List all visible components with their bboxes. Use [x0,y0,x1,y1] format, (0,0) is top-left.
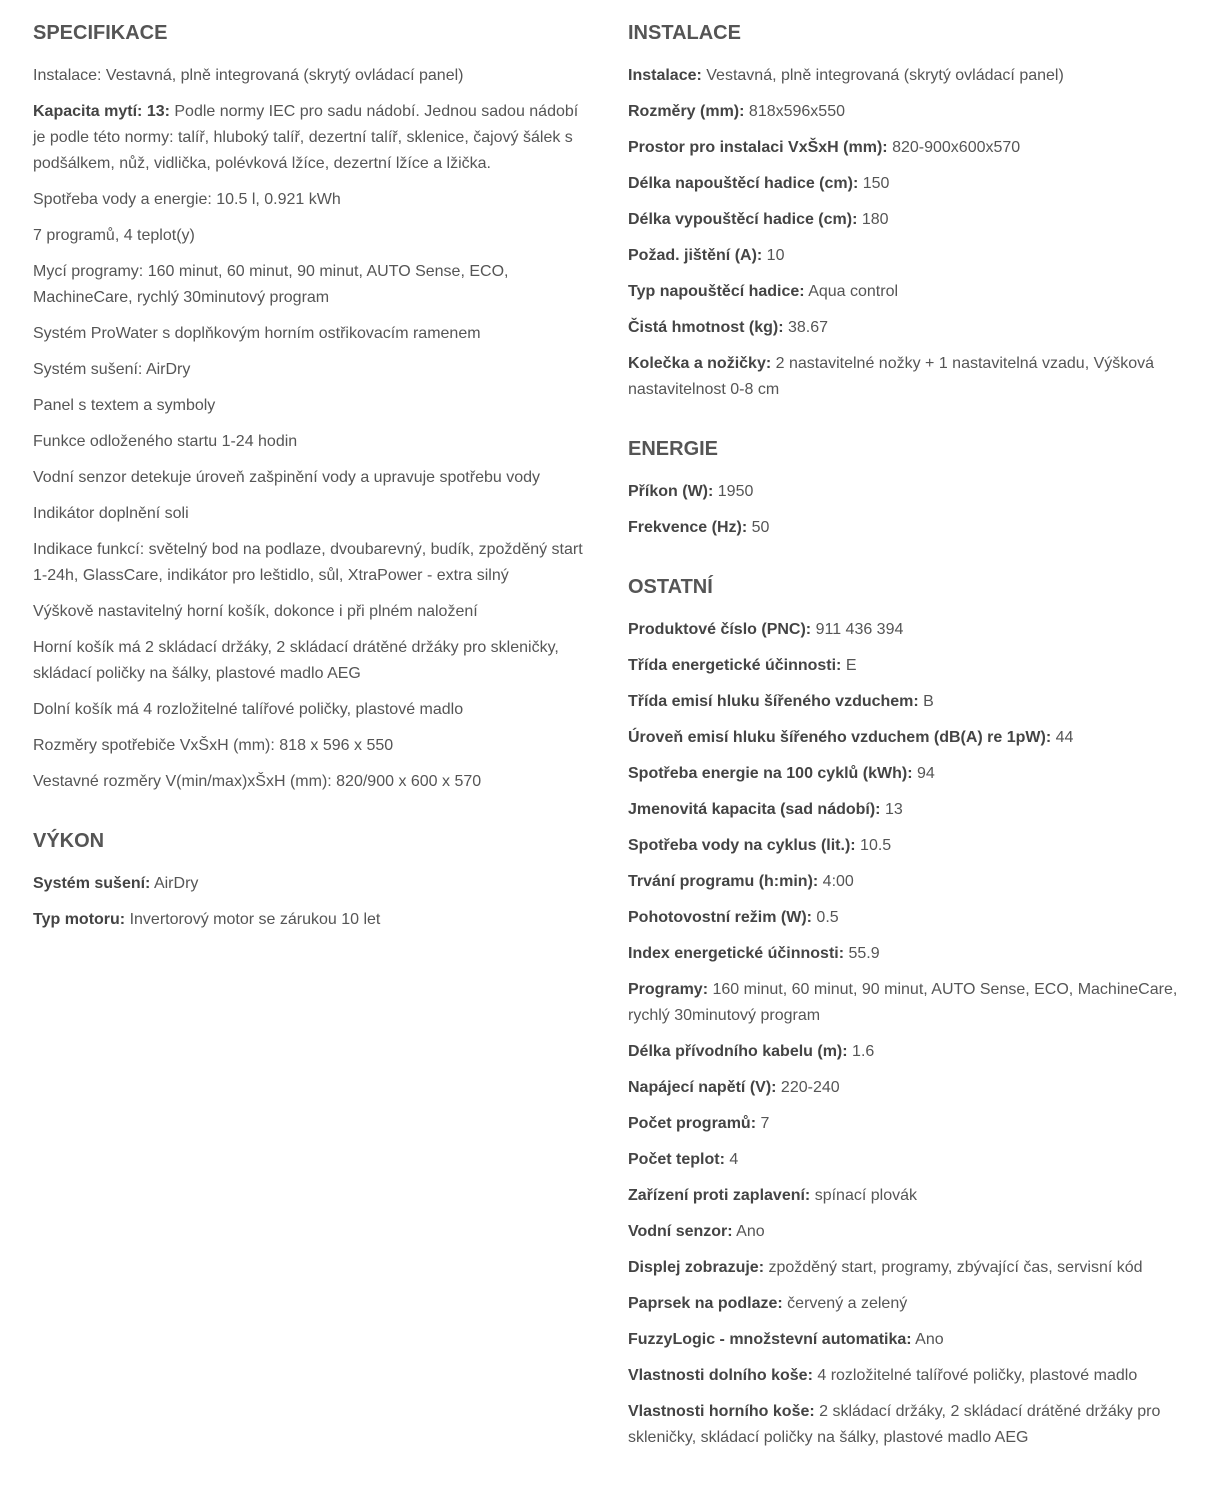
spec-label: Počet teplot: [628,1151,725,1168]
section-title: VÝKON [33,830,105,852]
spec-value: 1.6 [847,1043,875,1060]
spec-item [33,187,595,213]
spec-item [628,617,1188,643]
spec-value: Invertorový motor se zárukou 10 let [125,911,381,928]
spec-item [628,869,1188,895]
spec-value: 0.5 [811,909,839,926]
spec-value: Ano [911,1331,944,1348]
spec-value: 1950 [713,483,754,500]
spec-item [33,63,595,89]
spec-value: Vestavná, plně integrovaná (skrytý ovládací panel) [701,67,1064,84]
spec-label: Požad. jištění (A): [628,247,763,264]
spec-label: Čistá hmotnost (kg): [628,319,784,336]
spec-value: Rozměry spotřebiče VxŠxH (mm): 818 x 596 x 550 [33,737,394,754]
spec-label: Příkon (W): [628,483,714,500]
spec-value: 911 436 394 [811,621,904,638]
section-title: SPECIFIKACE [33,22,168,44]
spec-value: 55.9 [844,945,880,962]
spec-item [33,769,595,795]
spec-label: Programy: [628,981,709,998]
spec-value: Vestavné rozměry V(min/max)xŠxH (mm): 820/900 x 600 x 570 [33,773,482,790]
spec-item [33,357,595,383]
spec-item [628,1219,1188,1245]
spec-value: Indikace funkcí: světelný bod na podlaze, dvoubarevný, budík, zpožděný start 1-24h, GlassCare, indikátor pro leštidlo, sůl, XtraPower - extra silný [33,541,583,584]
spec-value: 180 [857,211,889,228]
spec-label: Délka vypouštěcí hadice (cm): [628,211,858,228]
spec-item [33,907,595,933]
spec-item [628,1255,1188,1281]
spec-item [628,833,1188,859]
spec-value: Horní košík má 2 skládací držáky, 2 skládací drátěné držáky pro skleničky, skládací poličky na šálky, plastové madlo AEG [33,639,559,682]
spec-label: Jmenovitá kapacita (sad nádobí): [628,801,881,818]
spec-value: Aqua control [804,283,899,300]
spec-value: Mycí programy: 160 minut, 60 minut, 90 minut, AUTO Sense, ECO, MachineCare, rychlý 30minutový program [33,263,509,306]
spec-value: E [841,657,857,674]
spec-value: 150 [858,175,890,192]
spec-item [628,653,1188,679]
spec-label: Produktové číslo (PNC): [628,621,812,638]
spec-value: 38.67 [783,319,829,336]
spec-item [628,1075,1188,1101]
spec-label: Typ motoru: [33,911,126,928]
spec-list [628,617,1188,1451]
spec-item [628,1291,1188,1317]
spec-item [33,465,595,491]
spec-label: Počet programů: [628,1115,757,1132]
spec-item [628,351,1188,403]
spec-item [628,63,1188,89]
spec-label: Pohotovostní režim (W): [628,909,812,926]
spec-item [628,977,1188,1029]
spec-label: Prostor pro instalaci VxŠxH (mm): [628,139,888,156]
spec-value: 2 nastavitelné nožky + 1 nastavitelná vzadu, Výšková nastavitelnost 0-8 cm [628,355,1155,398]
spec-item [628,135,1188,161]
spec-item [33,393,595,419]
spec-item [628,479,1188,505]
spec-item [628,99,1188,125]
spec-value: 13 [880,801,903,818]
left-column [33,20,595,1461]
spec-value: 4:00 [818,873,854,890]
spec-label: Délka napouštěcí hadice (cm): [628,175,859,192]
spec-item [628,515,1188,541]
spec-label: Délka přívodního kabelu (m): [628,1043,848,1060]
spec-value: Panel s textem a symboly [33,397,216,414]
spec-label: Spotřeba vody na cyklus (lit.): [628,837,856,854]
spec-value: 160 minut, 60 minut, 90 minut, AUTO Sense, ECO, MachineCare, rychlý 30minutový program [628,981,1178,1024]
spec-label: Spotřeba energie na 100 cyklů (kWh): [628,765,913,782]
spec-value: spínací plovák [810,1187,917,1204]
spec-value: 94 [912,765,935,782]
spec-label: Vodní senzor: [628,1223,733,1240]
spec-label: Displej zobrazuje: [628,1259,765,1276]
spec-value: Indikátor doplnění soli [33,505,189,522]
spec-item [33,537,595,589]
spec-label: Třída energetické účinnosti: [628,657,842,674]
spec-value: Dolní košík má 4 rozložitelné talířové poličky, plastové madlo [33,701,464,718]
spec-value: Spotřeba vody a energie: 10.5 l, 0.921 kWh [33,191,341,208]
spec-item [628,761,1188,787]
spec-item [628,243,1188,269]
spec-label: Frekvence (Hz): [628,519,748,536]
spec-list [33,871,595,933]
spec-item [628,171,1188,197]
spec-item [628,1183,1188,1209]
spec-label: Zařízení proti zaplavení: [628,1187,811,1204]
spec-value: AirDry [150,875,199,892]
spec-item [33,599,595,625]
section-vykon [33,828,595,933]
spec-item [628,1363,1188,1389]
spec-value: 10.5 [855,837,892,854]
spec-label: Typ napouštěcí hadice: [628,283,805,300]
spec-item [628,207,1188,233]
spec-value: Systém sušení: AirDry [33,361,191,378]
spec-item [33,321,595,347]
spec-label: FuzzyLogic - množstevní automatika: [628,1331,912,1348]
spec-list [33,63,595,795]
section-instalace [628,20,1188,403]
spec-label: Úroveň emisí hluku šířeného vzduchem (dB(A) re 1pW): [628,729,1052,746]
spec-value: Vodní senzor detekuje úroveň zašpinění vody a upravuje spotřebu vody [33,469,540,486]
spec-value: 4 [724,1151,739,1168]
spec-label: Paprsek na podlaze: [628,1295,783,1312]
spec-value: červený a zelený [782,1295,908,1312]
spec-item [628,1039,1188,1065]
spec-item [33,223,595,249]
section-title: OSTATNÍ [628,576,713,598]
spec-item [628,1399,1188,1451]
spec-label: Napájecí napětí (V): [628,1079,777,1096]
section-specifikace [33,20,595,795]
right-column [628,20,1188,1461]
spec-item [628,279,1188,305]
spec-list [628,479,1188,541]
spec-value: Systém ProWater s doplňkovým horním ostřikovacím ramenem [33,325,481,342]
spec-label: Systém sušení: [33,875,151,892]
spec-value: 2 skládací držáky, 2 skládací drátěné držáky pro skleničky, skládací poličky na šálky, plastové madlo AEG [628,1403,1161,1446]
spec-label: Vlastnosti horního koše: [628,1403,815,1420]
spec-item [628,905,1188,931]
section-title: ENERGIE [628,438,719,460]
spec-value: Ano [732,1223,765,1240]
spec-label: Vlastnosti dolního koše: [628,1367,813,1384]
section-energie [628,436,1188,541]
spec-value: Výškově nastavitelný horní košík, dokonce i při plném naložení [33,603,478,620]
spec-value: Podle normy IEC pro sadu nádobí. Jednou sadou nádobí je podle této normy: talíř, hluboký talíř, dezertní talíř, sklenice, čajový šálek s podšálkem, nůž, vidlička, polévková lžíce, dezertní lžíce a lžička. [33,103,579,172]
spec-item [628,941,1188,967]
section-title: INSTALACE [628,22,741,44]
spec-label: Index energetické účinnosti: [628,945,845,962]
spec-item [628,1327,1188,1353]
spec-value: B [918,693,934,710]
spec-item [628,1147,1188,1173]
spec-item [628,797,1188,823]
spec-label: Trvání programu (h:min): [628,873,819,890]
spec-item [33,259,595,311]
section-ostatni [628,574,1188,1451]
spec-value: 7 programů, 4 teplot(y) [33,227,195,244]
spec-value: 44 [1051,729,1074,746]
spec-item [33,99,595,177]
spec-item [628,1111,1188,1137]
spec-item [33,429,595,455]
spec-label: Kolečka a nožičky: [628,355,772,372]
spec-value: 820-900x600x570 [887,139,1021,156]
spec-item [33,871,595,897]
spec-value: 220-240 [776,1079,840,1096]
spec-value: 50 [747,519,770,536]
spec-label: Instalace: [628,67,702,84]
spec-value: 818x596x550 [744,103,845,120]
spec-item [33,501,595,527]
spec-item [33,733,595,759]
spec-item [628,689,1188,715]
spec-label: Rozměry (mm): [628,103,745,120]
spec-value: 10 [762,247,785,264]
spec-value: zpožděný start, programy, zbývající čas, servisní kód [764,1259,1143,1276]
spec-value: 4 rozložitelné talířové poličky, plastové madlo [812,1367,1138,1384]
spec-list [628,63,1188,403]
spec-value: 7 [756,1115,770,1132]
spec-item [33,697,595,723]
spec-item [33,635,595,687]
spec-value: Funkce odloženého startu 1-24 hodin [33,433,298,450]
spec-item [628,725,1188,751]
spec-label: Kapacita mytí: 13: [33,103,170,120]
spec-value: Instalace: Vestavná, plně integrovaná (skrytý ovládací panel) [33,67,464,84]
spec-item [628,315,1188,341]
spec-label: Třída emisí hluku šířeného vzduchem: [628,693,919,710]
